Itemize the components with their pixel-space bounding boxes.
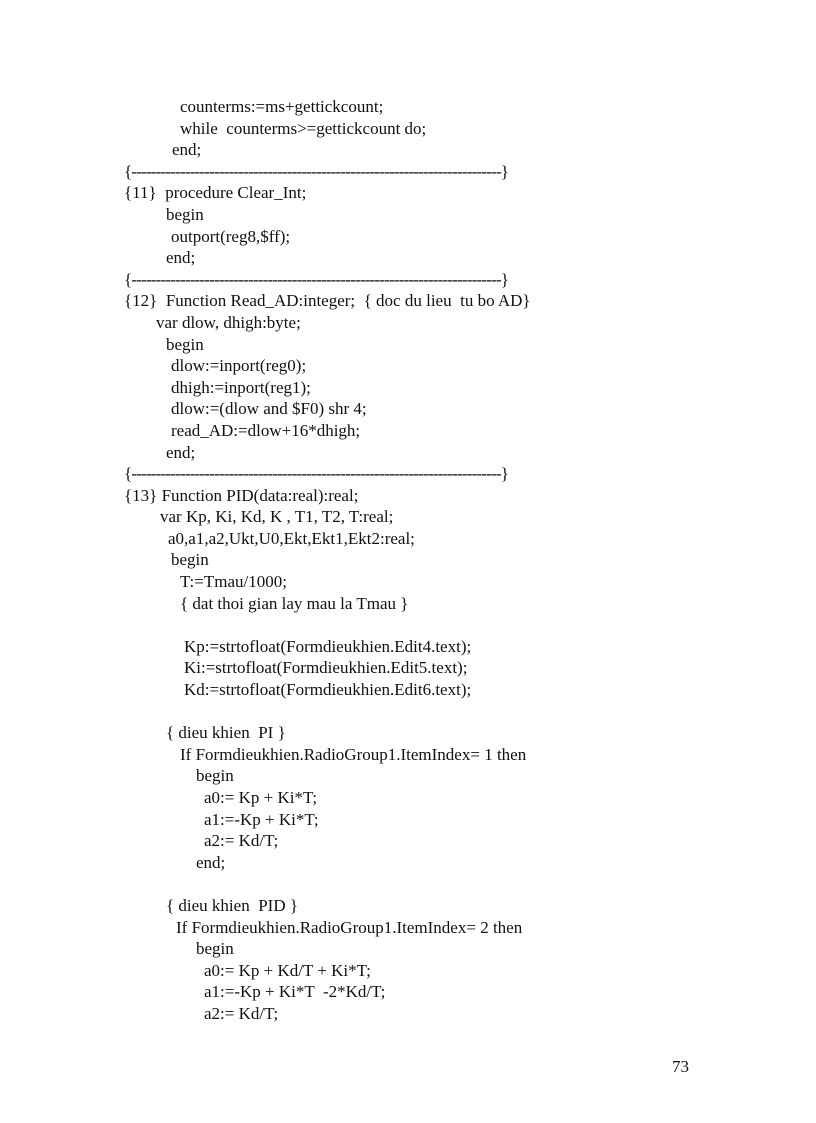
page-number: 73 [672,1057,689,1076]
separator-line: {----------------------------------------------------------------------------} [124,464,509,484]
code-line: outport(reg8,$ff); [171,226,291,246]
code-line: end; [166,442,196,462]
code-line: dlow:=(dlow and $F0) shr 4; [171,399,367,419]
code-line: begin [171,550,209,570]
code-line: If Formdieukhien.RadioGroup1.ItemIndex= 2 then [176,917,523,937]
separator-line: {----------------------------------------------------------------------------} [124,269,509,289]
separator-line: {----------------------------------------------------------------------------} [124,161,509,181]
code-line: end; [196,852,226,872]
code-line: while counterms>=gettickcount do; [180,118,427,138]
code-line: a2:= Kd/T; [204,831,279,851]
code-line: read_AD:=dlow+16*dhigh; [171,420,361,440]
code-line: var dlow, dhigh:byte; [156,312,301,332]
code-line: If Formdieukhien.RadioGroup1.ItemIndex= 1 then [180,744,527,764]
code-line: { dieu khien PID } [166,895,298,915]
code-line: begin [166,204,204,224]
code-line: {12} Function Read_AD:integer; { doc du lieu tu bo AD} [124,291,531,311]
code-line: T:=Tmau/1000; [180,572,287,592]
blank-line [124,701,531,723]
blank-line [124,614,531,636]
code-line: Ki:=strtofloat(Formdieukhien.Edit5.text); [184,658,468,678]
code-line: a2:= Kd/T; [204,1003,279,1023]
code-listing [124,96,531,1025]
code-line: a1:=-Kp + Ki*T -2*Kd/T; [204,982,386,1002]
code-line: Kp:=strtofloat(Formdieukhien.Edit4.text); [184,636,472,656]
code-line: dlow:=inport(reg0); [171,356,307,376]
blank-line [124,873,531,895]
code-line: begin [166,334,204,354]
code-line: counterms:=ms+gettickcount; [180,97,384,116]
code-line: dhigh:=inport(reg1); [171,377,311,397]
code-line: begin [196,939,234,959]
code-line: { dat thoi gian lay mau la Tmau } [180,593,409,613]
code-line: {13} Function PID(data:real):real; [124,485,359,505]
code-line: { dieu khien PI } [166,723,286,743]
code-line: a0:= Kp + Ki*T; [204,788,318,807]
code-line: end; [172,140,202,160]
code-line: begin [196,766,234,786]
code-line: a0:= Kp + Kd/T + Ki*T; [204,960,371,980]
code-line: {11} procedure Clear_Int; [124,183,307,203]
code-line: end; [166,248,196,268]
code-line: var Kp, Ki, Kd, K , T1, T2, T:real; [160,507,394,527]
code-line: Kd:=strtofloat(Formdieukhien.Edit6.text); [184,680,472,700]
code-line: a1:=-Kp + Ki*T; [204,809,319,829]
code-line: a0,a1,a2,Ukt,U0,Ekt,Ekt1,Ekt2:real; [168,528,415,548]
